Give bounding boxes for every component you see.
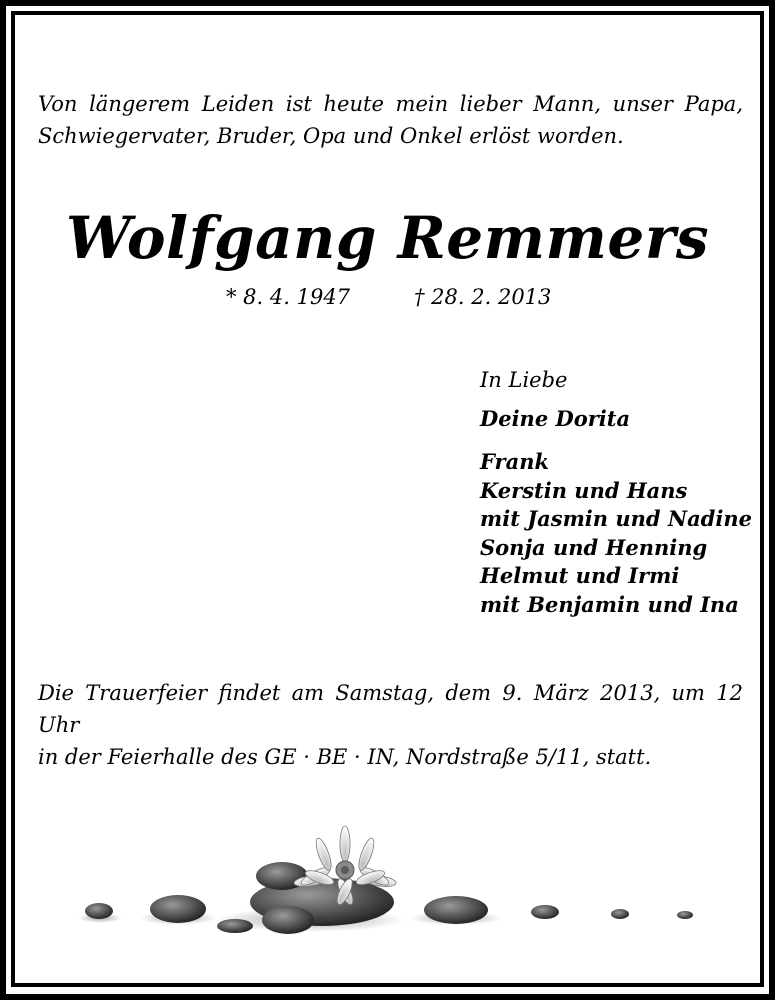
death-date: † 28. 2. 2013 [414, 285, 552, 309]
service-info [38, 677, 743, 773]
service-line-1: Die Trauerfeier findet am Samstag, dem 9. März 2013, um 12 Uhr [38, 681, 743, 737]
family-member: Frank [480, 449, 550, 474]
stone [611, 909, 629, 919]
family-member: Helmut und Irmi [480, 563, 680, 588]
family-member: mit Benjamin und Ina [480, 591, 739, 617]
intro-line-1: Von längerem Leiden ist heute mein lieber Mann, unser Papa, [38, 92, 743, 116]
signature-wife: Deine Dorita [480, 406, 631, 431]
intro-text [38, 88, 743, 152]
deceased-name: Wolfgang Remmers [65, 204, 710, 272]
stone [531, 905, 559, 919]
family-member: Kerstin und Hans [480, 477, 688, 503]
family-list [480, 448, 752, 619]
stone [150, 895, 206, 923]
stone [85, 903, 113, 919]
signature-intro: In Liebe [480, 368, 568, 392]
family-member: Sonja und Henning [480, 534, 708, 560]
stone [677, 911, 693, 919]
service-line-2: in der Feierhalle des GE · BE · IN, Nordstraße 5/11, statt. [38, 745, 652, 769]
birth-date: * 8. 4. 1947 [226, 285, 351, 309]
stone [424, 896, 488, 924]
stone [262, 906, 314, 934]
intro-line-2: Schwiegervater, Bruder, Opa und Onkel erlöst worden. [38, 124, 624, 148]
stone [217, 919, 253, 933]
family-member: mit Jasmin und Nadine [480, 506, 752, 531]
stones-lotus-image [60, 820, 720, 950]
